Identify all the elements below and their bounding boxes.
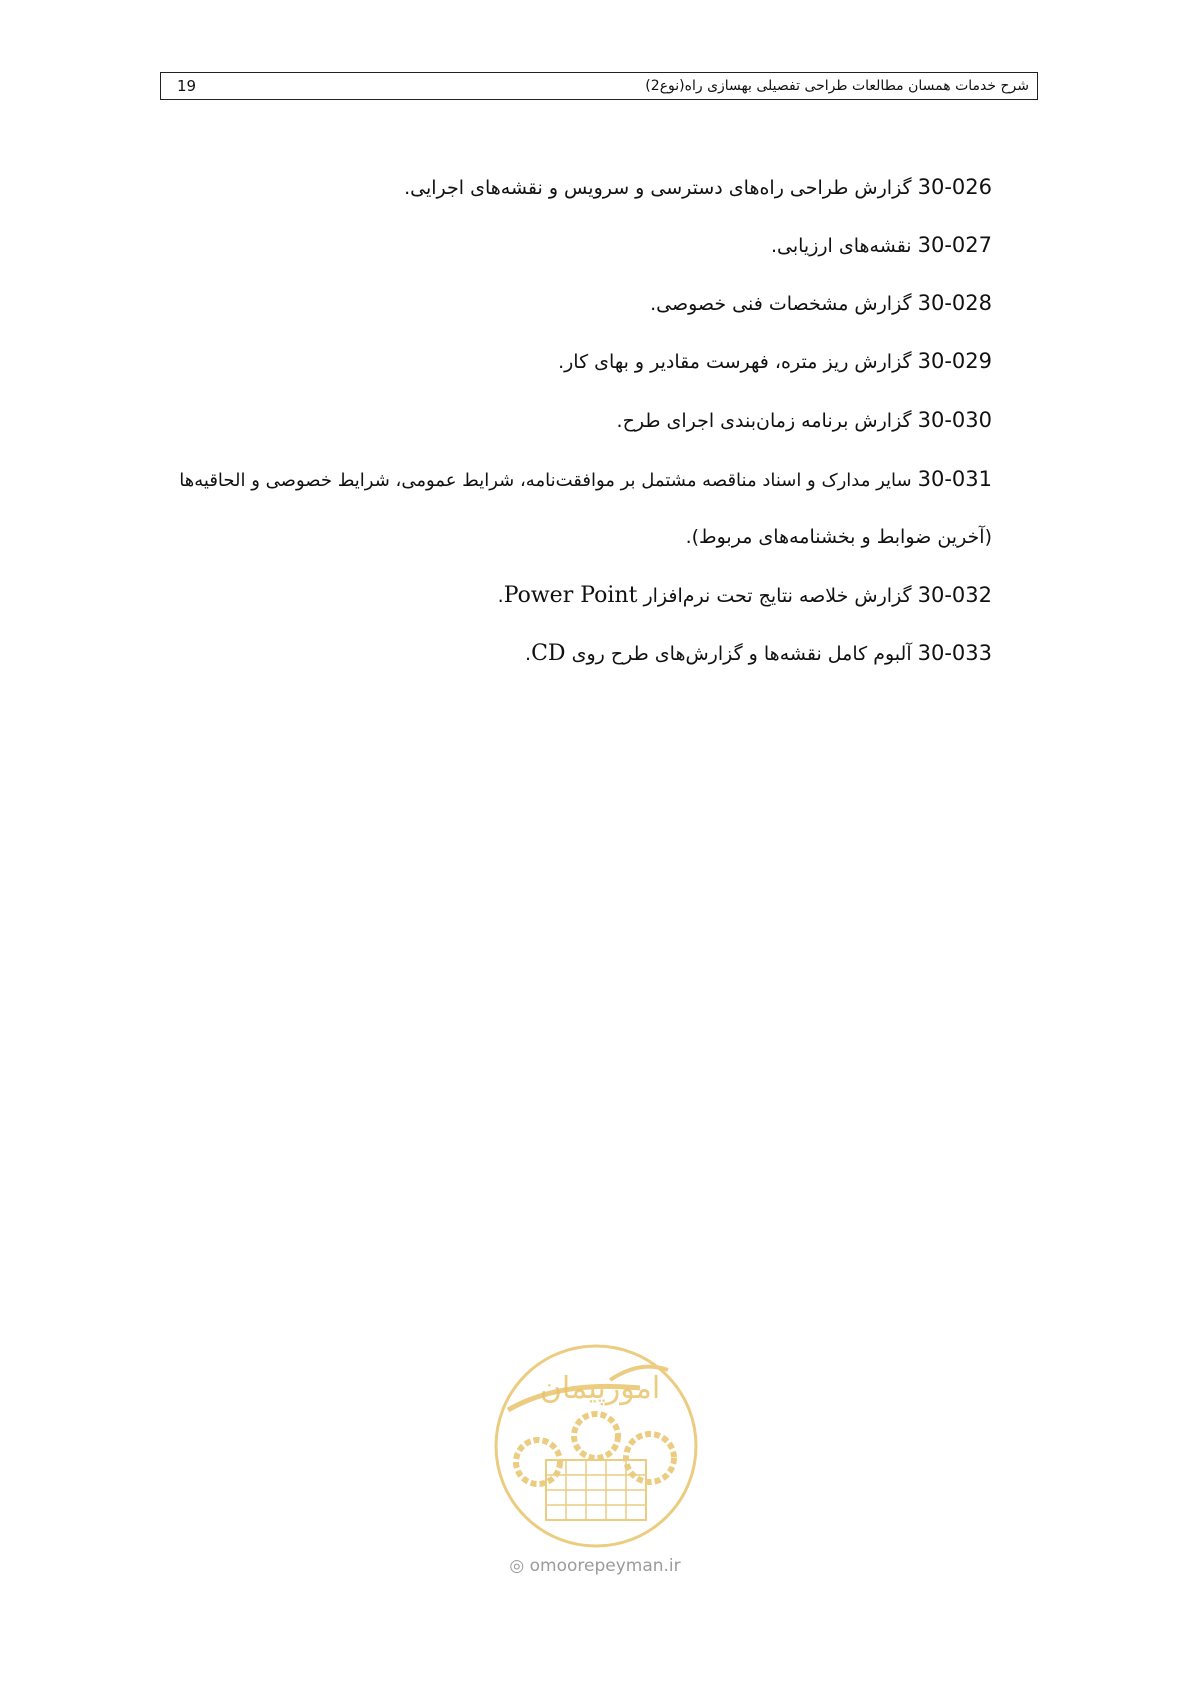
item-text: گزارش خلاصه نتایج تحت نرم‌افزار — [643, 585, 912, 607]
item-code: 30-032 — [917, 583, 992, 607]
page-number: 19 — [177, 77, 197, 95]
item-text: گزارش طراحی راه‌های دسترسی و سرویس و نقشه‌های اجرایی. — [404, 177, 912, 199]
item-code: 30-030 — [917, 408, 992, 432]
page-header — [160, 72, 1038, 100]
watermark-logo — [490, 1340, 702, 1552]
header-title: شرح خدمات همسان مطالعات طراحی تفصیلی بهسازی راه(نوع2) — [645, 78, 1029, 94]
item-code: 30-031 — [917, 467, 992, 491]
item-text: گزارش برنامه زمان‌بندی اجرای طرح. — [616, 410, 912, 432]
item-text: نقشه‌های ارزیابی. — [770, 235, 912, 257]
globe-icon: ◎ — [509, 1556, 525, 1576]
item-text: گزارش مشخصات فنی خصوصی. — [650, 293, 912, 315]
list-item — [650, 288, 992, 319]
item-code: 30-033 — [917, 641, 992, 665]
list-item — [179, 464, 992, 496]
logo-graphic — [490, 1340, 702, 1552]
item-text: گزارش ریز متره، فهرست مقادیر و بهای کار. — [558, 351, 912, 373]
item-code: 30-027 — [917, 233, 992, 257]
list-item — [498, 580, 992, 611]
item-latin: CD — [531, 641, 566, 666]
item-suffix: . — [497, 585, 504, 607]
list-item — [617, 405, 992, 436]
item-code: 30-028 — [917, 291, 992, 315]
list-item — [558, 346, 992, 377]
item-suffix: . — [525, 643, 532, 665]
item-code: 30-026 — [917, 175, 992, 199]
list-item-continuation — [686, 522, 992, 552]
list-item — [404, 172, 992, 203]
item-text: آلبوم کامل نقشه‌ها و گزارش‌های طرح روی — [571, 643, 912, 665]
watermark-url-text: omoorepeyman.ir — [529, 1556, 681, 1576]
item-text: (آخرین ضوابط و بخشنامه‌های مربوط). — [685, 526, 992, 548]
item-latin: Power Point — [503, 583, 638, 608]
item-code: 30-029 — [917, 349, 992, 373]
item-text: سایر مدارک و اسناد مناقصه مشتمل بر موافقت‌نامه، شرایط عمومی، شرایط خصوصی و الحاقیه‌ها — [179, 470, 912, 491]
list-item — [525, 638, 992, 669]
watermark-url — [470, 1556, 720, 1576]
logo-text: امورپیمان — [539, 1371, 661, 1406]
list-item — [771, 230, 992, 261]
